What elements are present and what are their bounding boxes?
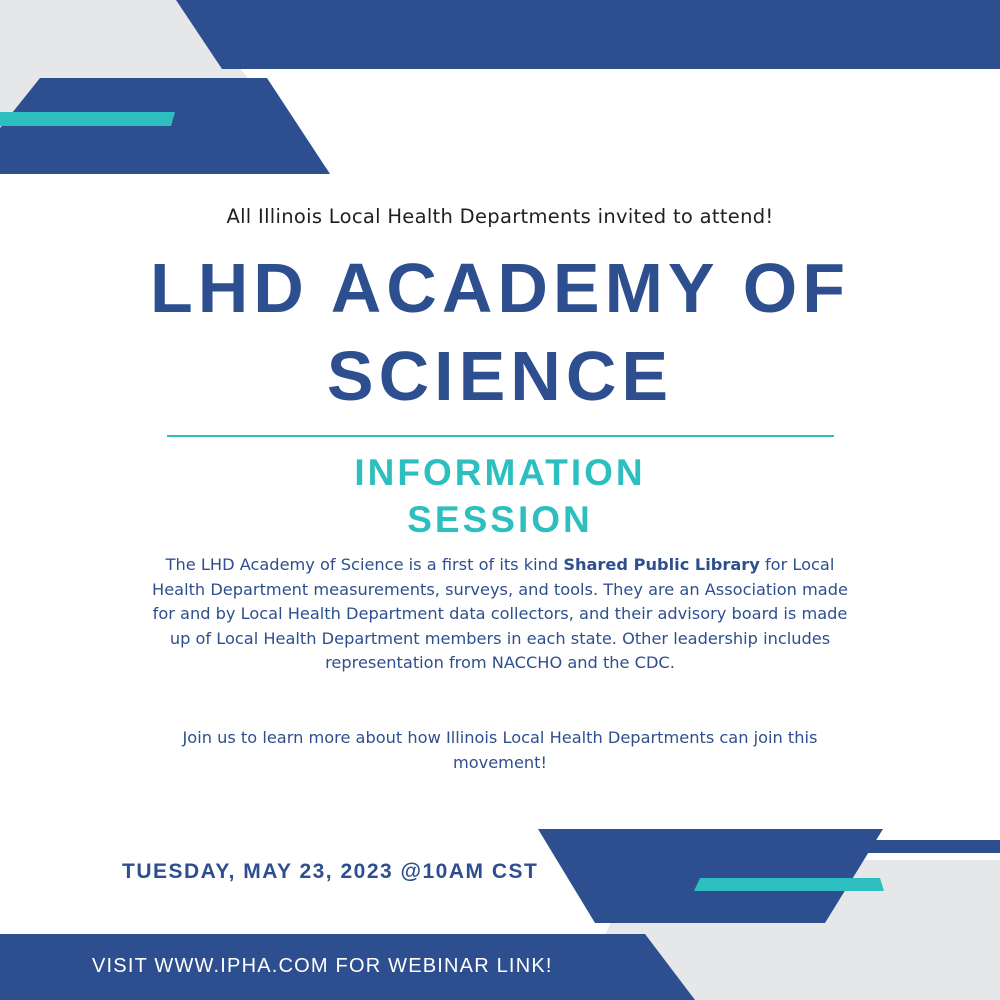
bottom-right-teal-stripe xyxy=(694,878,884,891)
subtitle-line-2: SESSION xyxy=(407,499,593,540)
title-divider xyxy=(167,435,834,437)
shared-library-highlight: Shared Public Library xyxy=(563,555,760,574)
description-paragraph xyxy=(140,553,860,676)
bottom-right-navy-shape xyxy=(538,829,883,923)
title-line-1: LHD ACADEMY OF xyxy=(150,249,850,327)
event-date: TUESDAY, MAY 23, 2023 @10AM CST xyxy=(122,860,539,883)
description-part-1: The LHD Academy of Science is a first of its kind xyxy=(165,555,564,574)
webinar-link-text: VISIT WWW.IPHA.COM FOR WEBINAR LINK! xyxy=(92,955,553,977)
bottom-right-navy-stripe xyxy=(868,840,1000,853)
top-navy-band xyxy=(176,0,1000,69)
subtitle-line-1: INFORMATION xyxy=(354,452,646,493)
top-left-teal-stripe xyxy=(0,112,175,126)
invite-text: All Illinois Local Health Departments invited to attend! xyxy=(226,205,774,228)
join-paragraph: Join us to learn more about how Illinois Local Health Departments can join this movement! xyxy=(182,728,818,772)
title-line-2: SCIENCE xyxy=(326,337,674,415)
description-part-2: for Local Health Department measurements, surveys, and tools. They are an Association made for and by Local Health Department data collectors, and their advisory board is made up of Local Health Department members in each state. Other leadership includes representation from NACCHO and the CDC. xyxy=(152,555,848,673)
